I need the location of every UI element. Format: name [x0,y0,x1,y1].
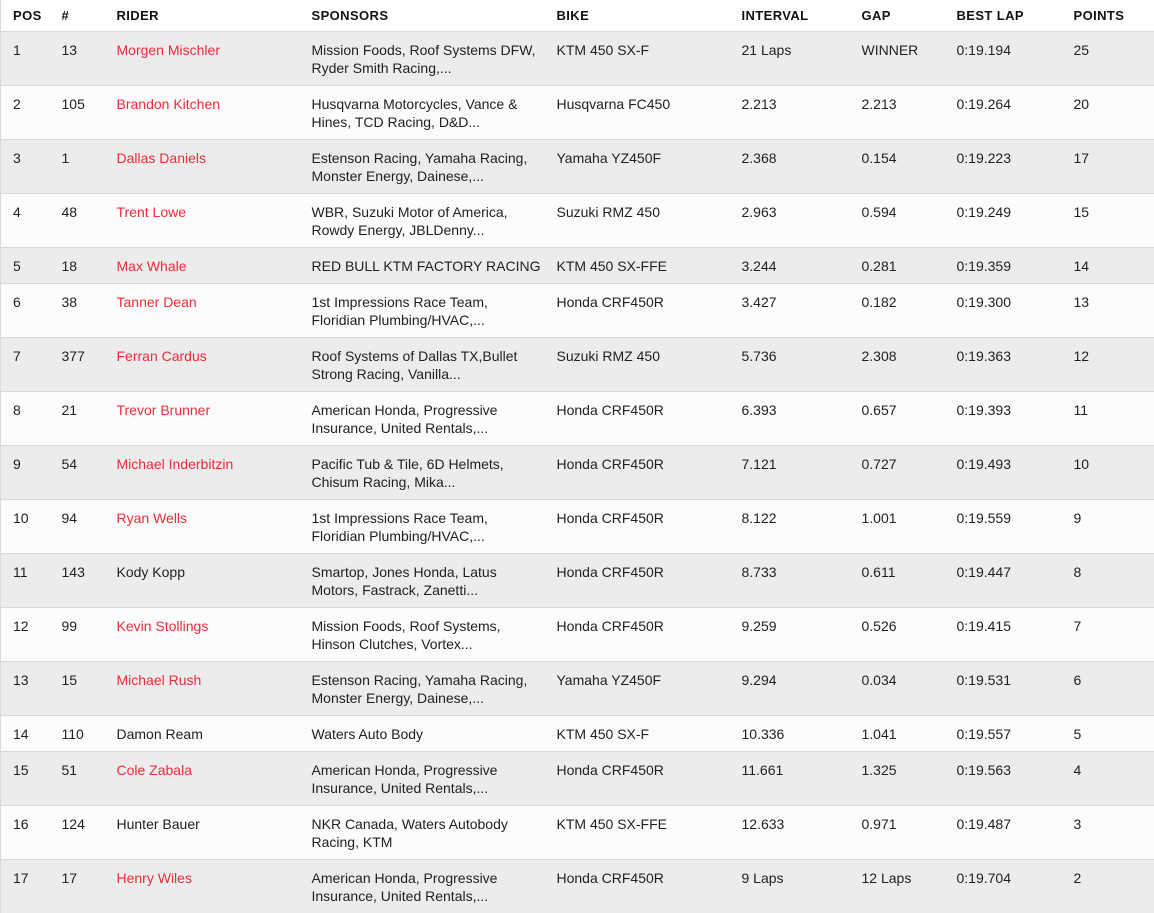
sponsors-text: Pacific Tub & Tile, 6D Helmets, Chisum Racing, Mika... [312,455,544,491]
number-cell: 51 [62,752,117,806]
bike-cell: KTM 450 SX-F [557,32,742,86]
result-row [1,716,1154,752]
rider-cell [117,86,312,140]
bike-cell: Honda CRF450R [557,392,742,446]
sponsors-text: 1st Impressions Race Team, Floridian Plumbing/HVAC,... [312,293,544,329]
best-lap-cell: 0:19.363 [957,338,1074,392]
sponsors-cell [312,338,557,392]
best-lap-cell: 0:19.559 [957,500,1074,554]
best-lap-cell: 0:19.223 [957,140,1074,194]
pos-cell: 15 [1,752,62,806]
result-row [1,554,1154,608]
rider-link[interactable]: Ryan Wells [117,510,188,526]
sponsors-cell [312,284,557,338]
result-row [1,446,1154,500]
interval-cell: 11.661 [742,752,862,806]
gap-cell: 0.611 [862,554,957,608]
gap-cell: 0.182 [862,284,957,338]
gap-cell: 0.526 [862,608,957,662]
rider-link[interactable]: Trevor Brunner [117,402,211,418]
bike-cell: KTM 450 SX-FFE [557,248,742,284]
gap-cell: 0.594 [862,194,957,248]
table-body [1,32,1154,913]
gap-cell: 1.001 [862,500,957,554]
interval-cell: 9.294 [742,662,862,716]
pos-cell: 4 [1,194,62,248]
number-cell: 13 [62,32,117,86]
sponsors-cell [312,86,557,140]
points-cell: 13 [1074,284,1154,338]
interval-cell: 8.122 [742,500,862,554]
pos-cell: 13 [1,662,62,716]
points-cell: 4 [1074,752,1154,806]
rider-cell [117,446,312,500]
best-lap-cell: 0:19.704 [957,860,1074,913]
rider-cell [117,248,312,284]
rider-cell [117,284,312,338]
result-row [1,194,1154,248]
points-cell: 2 [1074,860,1154,913]
result-row [1,392,1154,446]
best-lap-cell: 0:19.264 [957,86,1074,140]
rider-link[interactable]: Cole Zabala [117,762,193,778]
result-row [1,284,1154,338]
pos-cell: 3 [1,140,62,194]
interval-cell: 10.336 [742,716,862,752]
number-cell: 17 [62,860,117,913]
best-lap-cell: 0:19.557 [957,716,1074,752]
result-row [1,608,1154,662]
points-cell: 14 [1074,248,1154,284]
rider-cell [117,338,312,392]
best-lap-cell: 0:19.415 [957,608,1074,662]
rider-cell [117,392,312,446]
best-lap-cell: 0:19.300 [957,284,1074,338]
number-cell: 15 [62,662,117,716]
rider-link[interactable]: Henry Wiles [117,870,192,886]
gap-cell: WINNER [862,32,957,86]
sponsors-cell [312,806,557,860]
rider-cell [117,806,312,860]
number-cell: 21 [62,392,117,446]
sponsors-cell [312,860,557,913]
sponsors-text: WBR, Suzuki Motor of America, Rowdy Energy, JBLDenny... [312,203,544,239]
bike-cell: KTM 450 SX-F [557,716,742,752]
pos-cell: 14 [1,716,62,752]
best-lap-cell: 0:19.447 [957,554,1074,608]
rider-link[interactable]: Brandon Kitchen [117,96,221,112]
rider-cell [117,716,312,752]
rider-link[interactable]: Trent Lowe [117,204,187,220]
sponsors-text: Mission Foods, Roof Systems DFW, Ryder Smith Racing,... [312,41,544,77]
pos-cell: 7 [1,338,62,392]
bike-cell: KTM 450 SX-FFE [557,806,742,860]
number-cell: 110 [62,716,117,752]
sponsors-text: Husqvarna Motorcycles, Vance & Hines, TCD Racing, D&D... [312,95,544,131]
sponsors-text: American Honda, Progressive Insurance, United Rentals,... [312,869,544,905]
result-row [1,338,1154,392]
interval-cell: 12.633 [742,806,862,860]
header-best-lap: BEST LAP [957,0,1074,32]
interval-cell: 2.368 [742,140,862,194]
gap-cell: 12 Laps [862,860,957,913]
gap-cell: 0.657 [862,392,957,446]
pos-cell: 1 [1,32,62,86]
interval-cell: 9.259 [742,608,862,662]
header-interval: INTERVAL [742,0,862,32]
best-lap-cell: 0:19.359 [957,248,1074,284]
interval-cell: 3.244 [742,248,862,284]
best-lap-cell: 0:19.493 [957,446,1074,500]
pos-cell: 10 [1,500,62,554]
bike-cell: Husqvarna FC450 [557,86,742,140]
gap-cell: 1.325 [862,752,957,806]
rider-cell [117,140,312,194]
points-cell: 7 [1074,608,1154,662]
sponsors-cell [312,392,557,446]
rider-link[interactable]: Kevin Stollings [117,618,209,634]
pos-cell: 8 [1,392,62,446]
bike-cell: Yamaha YZ450F [557,662,742,716]
best-lap-cell: 0:19.487 [957,806,1074,860]
header-gap: GAP [862,0,957,32]
interval-cell: 3.427 [742,284,862,338]
sponsors-cell [312,716,557,752]
gap-cell: 0.727 [862,446,957,500]
sponsors-text: Roof Systems of Dallas TX,Bullet Strong Racing, Vanilla... [312,347,544,383]
gap-cell: 0.971 [862,806,957,860]
number-cell: 377 [62,338,117,392]
sponsors-cell [312,248,557,284]
interval-cell: 2.963 [742,194,862,248]
interval-cell: 8.733 [742,554,862,608]
best-lap-cell: 0:19.194 [957,32,1074,86]
bike-cell: Yamaha YZ450F [557,140,742,194]
bike-cell: Honda CRF450R [557,284,742,338]
number-cell: 124 [62,806,117,860]
rider-link[interactable]: Max Whale [117,258,187,274]
rider-cell [117,860,312,913]
sponsors-text: Mission Foods, Roof Systems, Hinson Clutches, Vortex... [312,617,544,653]
header-pos: POS [1,0,62,32]
sponsors-text: Smartop, Jones Honda, Latus Motors, Fastrack, Zanetti... [312,563,544,599]
pos-cell: 2 [1,86,62,140]
result-row [1,500,1154,554]
rider-name: Damon Ream [117,726,203,742]
rider-link[interactable]: Ferran Cardus [117,348,207,364]
pos-cell: 5 [1,248,62,284]
number-cell: 143 [62,554,117,608]
rider-cell [117,32,312,86]
pos-cell: 12 [1,608,62,662]
sponsors-text: Waters Auto Body [312,725,544,743]
pos-cell: 11 [1,554,62,608]
sponsors-cell [312,32,557,86]
header-bike: BIKE [557,0,742,32]
rider-link[interactable]: Morgen Mischler [117,42,220,58]
points-cell: 25 [1074,32,1154,86]
bike-cell: Honda CRF450R [557,752,742,806]
points-cell: 17 [1074,140,1154,194]
sponsors-cell [312,500,557,554]
gap-cell: 0.154 [862,140,957,194]
sponsors-cell [312,140,557,194]
sponsors-cell [312,752,557,806]
bike-cell: Suzuki RMZ 450 [557,194,742,248]
best-lap-cell: 0:19.531 [957,662,1074,716]
pos-cell: 9 [1,446,62,500]
rider-cell [117,662,312,716]
points-cell: 10 [1074,446,1154,500]
points-cell: 6 [1074,662,1154,716]
result-row [1,140,1154,194]
rider-cell [117,194,312,248]
number-cell: 54 [62,446,117,500]
sponsors-cell [312,608,557,662]
sponsors-text: American Honda, Progressive Insurance, United Rentals,... [312,401,544,437]
number-cell: 105 [62,86,117,140]
result-row [1,752,1154,806]
points-cell: 8 [1074,554,1154,608]
header-rider: RIDER [117,0,312,32]
sponsors-text: Estenson Racing, Yamaha Racing, Monster Energy, Dainese,... [312,671,544,707]
bike-cell: Honda CRF450R [557,500,742,554]
pos-cell: 6 [1,284,62,338]
sponsors-cell [312,446,557,500]
rider-name: Kody Kopp [117,564,186,580]
interval-cell: 21 Laps [742,32,862,86]
sponsors-text: 1st Impressions Race Team, Floridian Plumbing/HVAC,... [312,509,544,545]
gap-cell: 0.034 [862,662,957,716]
number-cell: 38 [62,284,117,338]
number-cell: 1 [62,140,117,194]
header-row [1,0,1154,32]
points-cell: 3 [1074,806,1154,860]
rider-cell [117,554,312,608]
sponsors-cell [312,554,557,608]
header-points: POINTS [1074,0,1154,32]
sponsors-cell [312,194,557,248]
result-row [1,806,1154,860]
bike-cell: Honda CRF450R [557,608,742,662]
gap-cell: 1.041 [862,716,957,752]
rider-name: Hunter Bauer [117,816,200,832]
number-cell: 48 [62,194,117,248]
sponsors-text: American Honda, Progressive Insurance, United Rentals,... [312,761,544,797]
number-cell: 94 [62,500,117,554]
result-row [1,86,1154,140]
best-lap-cell: 0:19.393 [957,392,1074,446]
bike-cell: Honda CRF450R [557,554,742,608]
interval-cell: 2.213 [742,86,862,140]
pos-cell: 16 [1,806,62,860]
points-cell: 12 [1074,338,1154,392]
table-header [1,0,1154,32]
rider-link[interactable]: Tanner Dean [117,294,197,310]
bike-cell: Honda CRF450R [557,860,742,913]
number-cell: 99 [62,608,117,662]
interval-cell: 6.393 [742,392,862,446]
points-cell: 5 [1074,716,1154,752]
rider-cell [117,608,312,662]
rider-cell [117,500,312,554]
interval-cell: 7.121 [742,446,862,500]
sponsors-text: NKR Canada, Waters Autobody Racing, KTM [312,815,544,851]
rider-link[interactable]: Michael Rush [117,672,202,688]
points-cell: 15 [1074,194,1154,248]
best-lap-cell: 0:19.563 [957,752,1074,806]
sponsors-text: RED BULL KTM FACTORY RACING [312,257,544,275]
number-cell: 18 [62,248,117,284]
interval-cell: 5.736 [742,338,862,392]
rider-link[interactable]: Dallas Daniels [117,150,206,166]
best-lap-cell: 0:19.249 [957,194,1074,248]
rider-link[interactable]: Michael Inderbitzin [117,456,234,472]
points-cell: 11 [1074,392,1154,446]
interval-cell: 9 Laps [742,860,862,913]
sponsors-cell [312,662,557,716]
pos-cell: 17 [1,860,62,913]
header-sponsors: SPONSORS [312,0,557,32]
gap-cell: 2.308 [862,338,957,392]
gap-cell: 2.213 [862,86,957,140]
result-row [1,32,1154,86]
result-row [1,860,1154,913]
bike-cell: Honda CRF450R [557,446,742,500]
points-cell: 20 [1074,86,1154,140]
gap-cell: 0.281 [862,248,957,284]
sponsors-text: Estenson Racing, Yamaha Racing, Monster Energy, Dainese,... [312,149,544,185]
points-cell: 9 [1074,500,1154,554]
bike-cell: Suzuki RMZ 450 [557,338,742,392]
rider-cell [117,752,312,806]
result-row [1,662,1154,716]
result-row [1,248,1154,284]
header-number: # [62,0,117,32]
